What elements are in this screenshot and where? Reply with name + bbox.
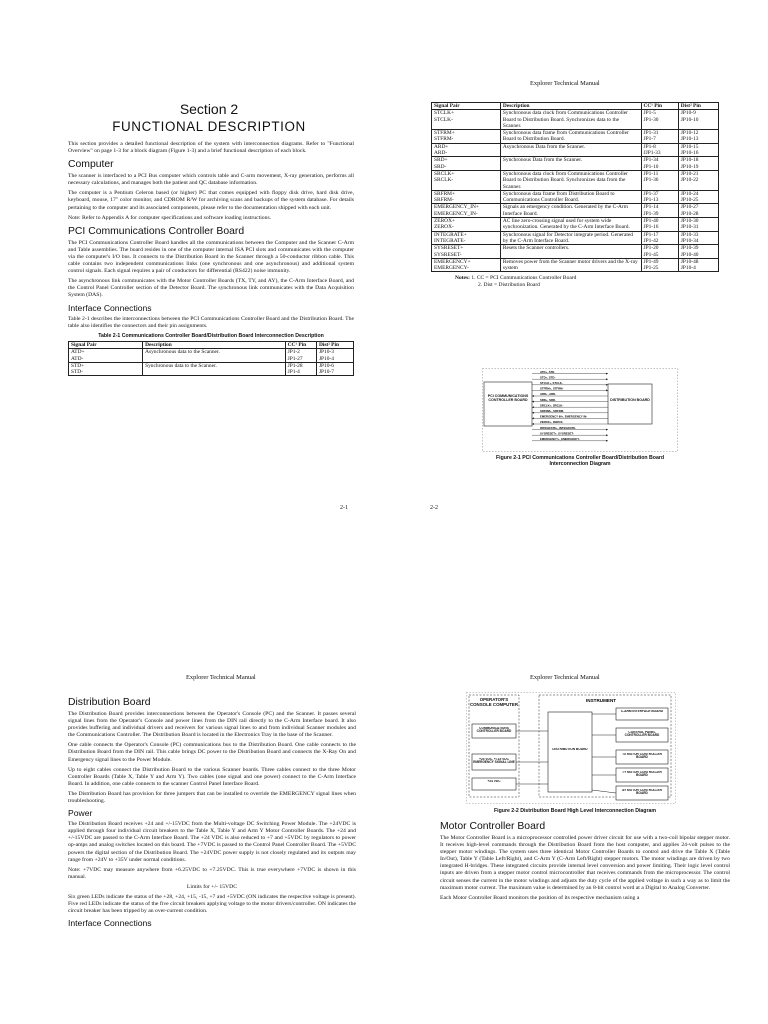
description-cell [500,204,641,218]
signal-label: EMERGENCY+, EMERGENCY- [540,437,581,441]
interface-connections-paragraph: Table 2-1 describes the interconnections between the PCI Communications Controller Board and the Distribution Board. The table also identifies the connectors and their pin assignments. [68,315,354,329]
signal-pair-cell [432,157,501,171]
dist-pin-value: JP10-13 [680,136,699,143]
cc-pin-value: JP1-40 [643,218,659,225]
intro-paragraph: This section provides a detailed functional description of the system with interconnection diagrams. Refer to "Functional Overview" on page 1-3 for a block diagram (Figure 1-3) and a brief functional description of each block. [68,141,354,155]
col-description: Description [143,341,286,348]
cc-pin-cell [641,190,678,204]
signal-pair-value: EMERGENCY_IN+ [434,204,479,211]
description-value: Signals an emergency condition. Generated by the C-Arm Interface Board. [502,204,628,217]
dist-pin-value: JP10-12 [680,130,699,137]
col-signal-pair: Signal Pair [69,341,143,348]
arrow-icon [606,378,608,380]
cc-pin-cell [285,349,316,363]
dist-pin-cell [678,190,718,204]
dist-pin-cell [678,110,718,130]
cc-pin-value: JP1-42 [643,237,659,244]
pcc-board-label: PCI COMMUNICATIONS CONTROLLER BOARD [487,394,529,403]
connection-line [592,790,616,793]
description-cell [500,190,641,204]
description-value: Synchronous data clock from Communications Controller Board to Distribution Board. Synchronizes data to the Scanner. [502,110,628,129]
page-2-1 [0,0,384,512]
signal-pair-cell [432,143,501,157]
mc-paragraph-1: The Motor Controller Board is a microprocessor controlled power driver circuit for use with a two-coil bipolar stepper motor. It receives high-level commands through the Distribution Board from the host computer, and applies 24-volt pulses to the stepper motor windings. The system uses three identical Motor Controller Boards to control and drive the Table X (Table In/Out), Table Y (Table Left/Right), and C-Arm Y (C-Arm Left/Right) stepper motors. The motor windings are driven by two integrated H-bridges. These integrated circuits provide internal level conversion and power limiting. Their logic level control inputs are driven from a stepper motor control microcontroller that receives commands from the microprocessor. The control circuit senses the current in the motor windings and adjusts the duty cycle of the applied voltage in such a way as to limit the maximum motor current. The maximum value is determined by an 8-bit control word at a Digital to Analog Converter. [440,835,730,891]
cc-pin-value: JP1-37 [643,190,659,197]
signal-pair-value: STCLK- [434,116,453,123]
signal-pair-value: STFRM+ [434,130,455,137]
cc-pin-cell [641,218,678,232]
page-2-2-body [431,102,719,289]
figure-2-2-caption: Figure 2-2 Distribution Board High Level Interconnection Diagram [494,808,656,814]
dist-paragraph-3: Up to eight cables connect the Distribution Board to the various Scanner boards. Three cables connect to the three Motor Controller Boards (Table X, Table Y and Arm Y). Two cables (one signal and one power) connect to the C-Arm Interface Board. In addition, one cable connects to the scanner Control Panel Interface Board. [68,766,356,787]
table-2-1 [68,341,354,376]
computer-paragraph-2: The computer is a Pentium Celeron based (or higher) PC that comes equipped with floppy disk drive, hard disk drive, keyboard, mouse, 17" color monitor, and CDROM R/W for archiving scans and backups of the system database. For details pertaining to the computer and its associated components, please refer to the documentation shipped with each unit. [68,190,354,211]
cc-pin-cell [641,170,678,190]
signal-label: STCLK+, STCLK- [540,381,563,385]
description-cell [143,349,286,363]
description-value: Synchronous data to the Scanner. [145,362,217,369]
page-2-1-body [68,141,354,376]
description-cell [500,218,641,232]
console-title: OPERATOR'S CONSOLE COMPUTER [469,697,519,707]
page-2-4-body [440,818,730,905]
distribution-board-label: DISTRIBUTION BOARD [610,398,650,402]
table-row [432,110,719,130]
dist-pin-value: JP10-4 [680,265,696,272]
table-row [432,258,719,272]
dist-pin-value: JP10-15 [680,143,699,150]
dist-pin-value: JP10-9 [680,110,696,117]
note-2: 2. Dist = Distribution Board [478,282,540,289]
col-dist-pin: Dist² Pin [678,103,718,110]
table-row [432,170,719,190]
description-value: AC line zero-crossing signal used for system wide synchronization. Generated by the C-Arm Interface Board. [502,218,630,231]
dist-pin-value: JP10-10 [680,116,699,123]
table-row [432,143,719,157]
dist-pin-value: JP10-3 [318,349,334,356]
table-row [432,157,719,171]
dist-pin-value: JP10-7 [318,369,334,376]
signal-pair-value: STD+ [71,362,85,369]
description-value: Synchronous data clock from Communications Controller Board to Distribution Board. Synchronizes data from the Scanner. [502,170,628,190]
cc-pin-value: JP1-30 [643,116,659,123]
signal-pair-value: EMERGENCY- [434,265,469,272]
dist-pin-value: JP10-21 [680,170,699,177]
dist-pin-value: JP10-30 [680,218,699,225]
page-2-3-body [68,694,356,931]
signal-pair-value: EMERGENCY+ [434,258,471,265]
signal-pair-cell [69,362,143,376]
description-cell [500,245,641,259]
col-dist-pin: Dist² Pin [316,341,353,348]
table-row [432,130,719,144]
col-signal-pair: Signal Pair [432,103,501,110]
table-2-1-caption: Table 2-1 Communications Controller Board/Distribution Board Interconnection Description [98,332,324,339]
dist-paragraph-1: The Distribution Board provides interconnections between the Operator's Console (PC) and the Scanner. It passes several signal lines from the Operator's Console and power lines from the DIN rail directly to the C-Arm Interface board. It also provides buffering and individual drivers and receivers for various signal lines to and from individual Scanner modules and the Communications Controller. The Distribution Board is located in the Electronics Tray in the base of the Scanner. [68,711,356,739]
dist-paragraph-2: One cable connects the Operator's Console (PC) communications bus to the Distribution Board. One cable connects to the Distribution Board from the DIN rail. This cable brings DC power to the Distribution Board and connects the X-Ray On and Emergency signal lines to the Power Module. [68,742,356,763]
table-row [432,218,719,232]
table-header-row [69,341,354,348]
cc-pin-cell [641,143,678,157]
description-cell [500,143,641,157]
cc-pin-value: JJP1-33 [643,150,661,157]
cc-pin-cell [641,110,678,130]
cc-pin-value: JP1-2 [287,349,300,356]
mc-paragraph-2: Each Motor Controller Board monitors the position of its respective mechanism using a [440,894,640,901]
cc-pin-value: JP1-34 [643,157,659,164]
cc-pin-value: JP1-20 [643,245,659,252]
signal-label: ARD+, ARD- [540,392,557,397]
computer-heading: Computer [68,159,114,171]
pcc-paragraph-1: The PCI Communications Controller Board handles all the communications between the Computer and the Scanner C-Arm and Table assemblies. The board resides in one of the computer internal ISA PCI slots and communicates with the computer via the computer's I/O bus. It connects to the Distribution Board in the Scanner through a 50-conductor ribbon cable. This cable contains two independent communications links (one synchronous and one asynchronous) and additional system control signals. Each signal requires a pair of conductors for differential (RS422) noise immunity. [68,239,354,275]
cc-pin-value: JP1-10 [643,163,659,170]
signal-label: SRFRM+, SRFRM- [540,409,565,413]
page-2-2 [384,0,768,512]
table-row [69,362,354,376]
dist-pin-cell [678,170,718,190]
cc-pin-value: JP1-4 [287,369,300,376]
interface-connections-heading: Interface Connections [68,302,152,313]
page-2-4 [384,512,768,1024]
figure-2-2-diagram [466,692,676,804]
signal-pair-value: INTEGRATE- [434,237,466,244]
pcc-paragraph-2: The asynchronous link communicates with the Motor Controller Boards (TX, TY, and AY), the C-Arm Interface Board, and the Control Panel Controller section of the Detector Board. The synchronous link communicates with the Data Acquisition System (DAS). [68,278,354,299]
signal-pair-value: SYSRESET+ [434,245,464,252]
description-cell [143,362,286,376]
dc-power-emergency-label: +24 VDC, +/-15 VDC EMERGENCY SIGNAL LINE [473,757,515,765]
tx-motor-controller-label: TX MOTOR CONTROLLER BOARD [622,752,662,760]
power-paragraph-2: Six green LEDs indicate the status of the +28, +24, +15, -15, +7 and +5VDC (ON indicates the respective voltage is present). Five red LEDs indicate the status of the five circuit breakers applying voltage to the motor drivers/controller. ON indicates the circuit breaker has been tripped by an over-current condition. [68,893,356,915]
dist-pin-value: JP10-16 [680,150,699,157]
description-value: Resets the Scanner controllers. [502,245,570,252]
figure-2-1-diagram [482,368,678,452]
notes-label: Notes: [455,275,470,282]
power-heading: Power [68,808,93,819]
col-cc-pin: CC¹ Pin [641,103,678,110]
description-value: Synchronous signal for Detector integrate period. Generated by the C-Arm Interface Board. [502,231,633,244]
cc-pin-cell [641,130,678,144]
dist-pin-value: JP10-6 [318,362,334,369]
dist-pin-cell [678,258,718,272]
description-value: Synchronous Data from the Scanner. [502,157,583,164]
signal-pair-cell [432,190,501,204]
pcc-heading: PCI Communications Controller Board [68,225,245,237]
signal-pair-cell [432,258,501,272]
signal-pair-cell [432,170,501,190]
signal-label: ZEROX+, ZEROX- [540,420,564,425]
dist-paragraph-4: The Distribution Board has provision for three jumpers that can be installed to override the EMERGENCY signal lines when troubleshooting. [68,790,356,805]
communications-controller-label: COMMUNICATIONS CONTROLLER BOARD [476,726,512,734]
table-header-row [432,103,719,110]
signal-pair-value: ATD+ [71,349,85,356]
dist-pin-value: JP10-27 [680,204,699,211]
cc-pin-cell [641,204,678,218]
signal-label: INTEGRATE+, INTEGRATE- [540,425,577,430]
signal-pair-cell [432,245,501,259]
signal-pair-value: ZEROX- [434,224,454,231]
cc-pin-value: JP1-39 [643,210,659,217]
signal-pair-value: SRFRM+ [434,190,456,197]
dist-pin-value: JP10-28 [680,210,699,217]
page-2-3 [0,512,384,1024]
signal-pair-value: STFRM- [434,136,454,143]
power-paragraph-1: The Distribution Board receives +24 and +/-15VDC from the Multi-voltage DC Switching Power Module. The +24VDC is applied through four individual circuit breakers to the Table X, Table Y and Arm Y Motor Controller Boards. The +24 and +/-15VDC are passed to the C-Arm Interface Board. The +24 VDC is also reduced to +7 and +5VDC by regulators to power op-amps and analog switches located on this board. The +7VDC is passed to the Control Panel Controller Board. The +5VDC powers the digital section of the Distribution Board. The +24VDC power supply is not closely regulated and its outputs may range from +24V to +35V under normal conditions. [68,821,356,863]
signal-label: SYSRESET+, SYSRESET- [540,431,574,436]
dist-pin-value: JP10-34 [680,237,699,244]
page-number: 2-1 [340,505,348,511]
dist-pin-cell [678,231,718,245]
section-number: Section 2 [179,101,239,117]
plus-24vdc-label: +24 VDC [487,779,501,783]
arrow-icon [606,429,608,431]
description-value: Synchronous data frame from Communications Controller Board to Distribution Board. [502,130,629,143]
ay-motor-controller-label: AY MOTOR CONTROLLER BOARD [622,788,662,796]
signal-label: SRCLK+, SRCLK- [540,403,564,408]
cc-pin-value: JP1-17 [643,231,659,238]
dist-pin-cell [678,204,718,218]
cc-pin-cell [641,157,678,171]
description-cell [500,130,641,144]
cc-pin-value: JP1-36 [643,177,659,184]
signal-pair-value: ARD+ [434,143,449,150]
arrow-icon [606,434,608,436]
computer-note: Note: Refer to Appendix A for computer specifications and software loading instructions. [68,214,272,221]
note-1: 1. CC = PCI Communications Controller Board [471,275,577,282]
signal-pair-value: ARD- [434,150,448,157]
cc-pin-value: JP1-13 [643,197,659,204]
dist-pin-value: JP10-24 [680,190,699,197]
cc-pin-value: JP1-7 [643,136,656,143]
cc-pin-value: JP1-14 [643,204,659,211]
table-notes [431,275,719,289]
limits-label: Limits for +/- 15VDC [186,883,238,890]
cc-pin-value: JP1-5 [643,110,656,117]
dist-pin-value: JP10-31 [680,224,699,231]
signal-pair-value: SRFRM- [434,197,454,204]
dist-pin-cell [678,157,718,171]
dist-pin-value: JP10-4 [318,355,334,362]
signal-pair-value: SRCLK+ [434,170,455,177]
cc-pin-value: JP1-27 [287,355,303,362]
section-title [68,100,350,136]
signal-pair-cell [432,231,501,245]
description-cell [500,170,641,190]
signal-pair-cell [69,349,143,363]
signal-label: ATD+, ATD- [540,369,556,374]
description-value: Asynchronous Data from the Scanner. [502,143,586,150]
signal-pair-value: SRCLK- [434,177,454,184]
table-row [432,204,719,218]
arrow-icon [606,440,608,442]
cc-pin-cell [641,231,678,245]
signal-pair-value: EMERGENCY_IN- [434,210,478,217]
dist-pin-cell [678,218,718,232]
table-row [432,231,719,245]
cc-pin-value: JP1-31 [643,130,659,137]
dist-pin-value: JP10-48 [680,258,699,265]
control-panel-controller-label: CONTROL PANEL CONTROLLER BOARD [624,730,660,738]
signal-label: EMERGENCY IN+, EMERGENCY IN- [540,414,588,419]
dist-pin-cell [678,130,718,144]
cc-pin-value: JP1-8 [643,143,656,150]
dist-pin-value: JP10-18 [680,157,699,164]
arrow-icon [606,373,608,375]
col-cc-pin: CC¹ Pin [285,341,316,348]
figure-2-1-caption: Figure 2-1 PCI Communications Controller Board/Distribution Board Interconnection Diagram [495,455,665,468]
c-arm-interface-label: C-ARM INTERFACE BOARD [620,709,664,713]
description-value: Removes power from the Scanner motor drivers and the X-ray system [502,258,638,272]
instrument-title: INSTRUMENT [586,698,617,703]
motor-controller-heading: Motor Controller Board [440,821,546,832]
signal-pair-value: SRD- [434,163,447,170]
signal-label: STD+, STD- [540,375,556,380]
interface-connections-heading: Interface Connections [68,918,152,929]
signal-pair-value: SYSRESET- [434,251,462,258]
dist-pin-cell [678,143,718,157]
signal-pair-value: ATD- [71,355,84,362]
description-cell [500,231,641,245]
page-number: 2-2 [430,505,438,511]
cc-pin-cell [641,245,678,259]
cc-pin-cell [641,258,678,272]
table-row [432,190,719,204]
col-description: Description [500,103,641,110]
dist-pin-value: JP10-25 [680,197,699,204]
dist-pin-cell [316,362,353,376]
signal-label: STFRM+, STFRM- [540,386,564,391]
description-value: Synchronous data frame from Distribution Board to Communications Controller Board. [502,190,615,204]
table-row [69,349,354,363]
cc-pin-cell [285,362,316,376]
dist-pin-value: JP10-33 [680,231,699,238]
description-cell [500,157,641,171]
dist-pin-value: JP10-39 [680,245,699,252]
cc-pin-value: JP1-28 [287,362,303,369]
signal-pair-cell [432,204,501,218]
description-cell [500,110,641,130]
running-header: Explorer Technical Manual [186,674,256,681]
distribution-board-label: DISTRIBUTION BOARD [552,747,588,751]
distribution-board-heading: Distribution Board [68,697,151,708]
cc-pin-value: JP1-11 [643,170,659,177]
description-value: Asynchronous data to the Scanner. [145,349,220,356]
signal-pair-value: INTEGRATE+ [434,231,467,238]
dist-pin-cell [316,349,353,363]
cc-pin-value: JP1-16 [643,224,659,231]
signal-pair-value: SRD+ [434,157,448,164]
dist-pin-cell [678,245,718,259]
table-2-1-continued [431,102,719,272]
dist-pin-value: JP10-19 [680,163,699,170]
running-header: Explorer Technical Manual [530,674,600,681]
running-header: Explorer Technical Manual [530,80,600,87]
dist-pin-value: JP10-40 [680,251,699,258]
signal-pair-cell [432,218,501,232]
signal-pair-cell [432,130,501,144]
computer-paragraph-1: The scanner is interfaced to a PCI Bus computer which controls table and C-arm movement, X-ray generation, performs all necessary calculations, and manages both the patient and QC database information. [68,173,354,187]
signal-pair-value: STCLK+ [434,110,455,117]
ty-motor-controller-label: TY MOTOR CONTROLLER BOARD [622,770,662,778]
signal-label: SRD+, SRD- [540,397,556,402]
power-note: Note: +7VDC may measure anywhere from +6.25VDC to +7.25VDC. This is true everywhere +7VDC is shown in this manual. [68,866,356,880]
cc-pin-value: JP1-25 [643,265,659,272]
signal-pair-cell [432,110,501,130]
table-row [432,245,719,259]
section-name: FUNCTIONAL DESCRIPTION [112,119,306,134]
signal-pair-value: STD- [71,369,83,376]
signal-pair-value: ZEROX+ [434,218,456,225]
dist-pin-value: JP10-22 [680,177,699,184]
cc-pin-value: JP1-49 [643,258,659,265]
cc-pin-value: JP1-45 [643,251,659,258]
description-cell [500,258,641,272]
